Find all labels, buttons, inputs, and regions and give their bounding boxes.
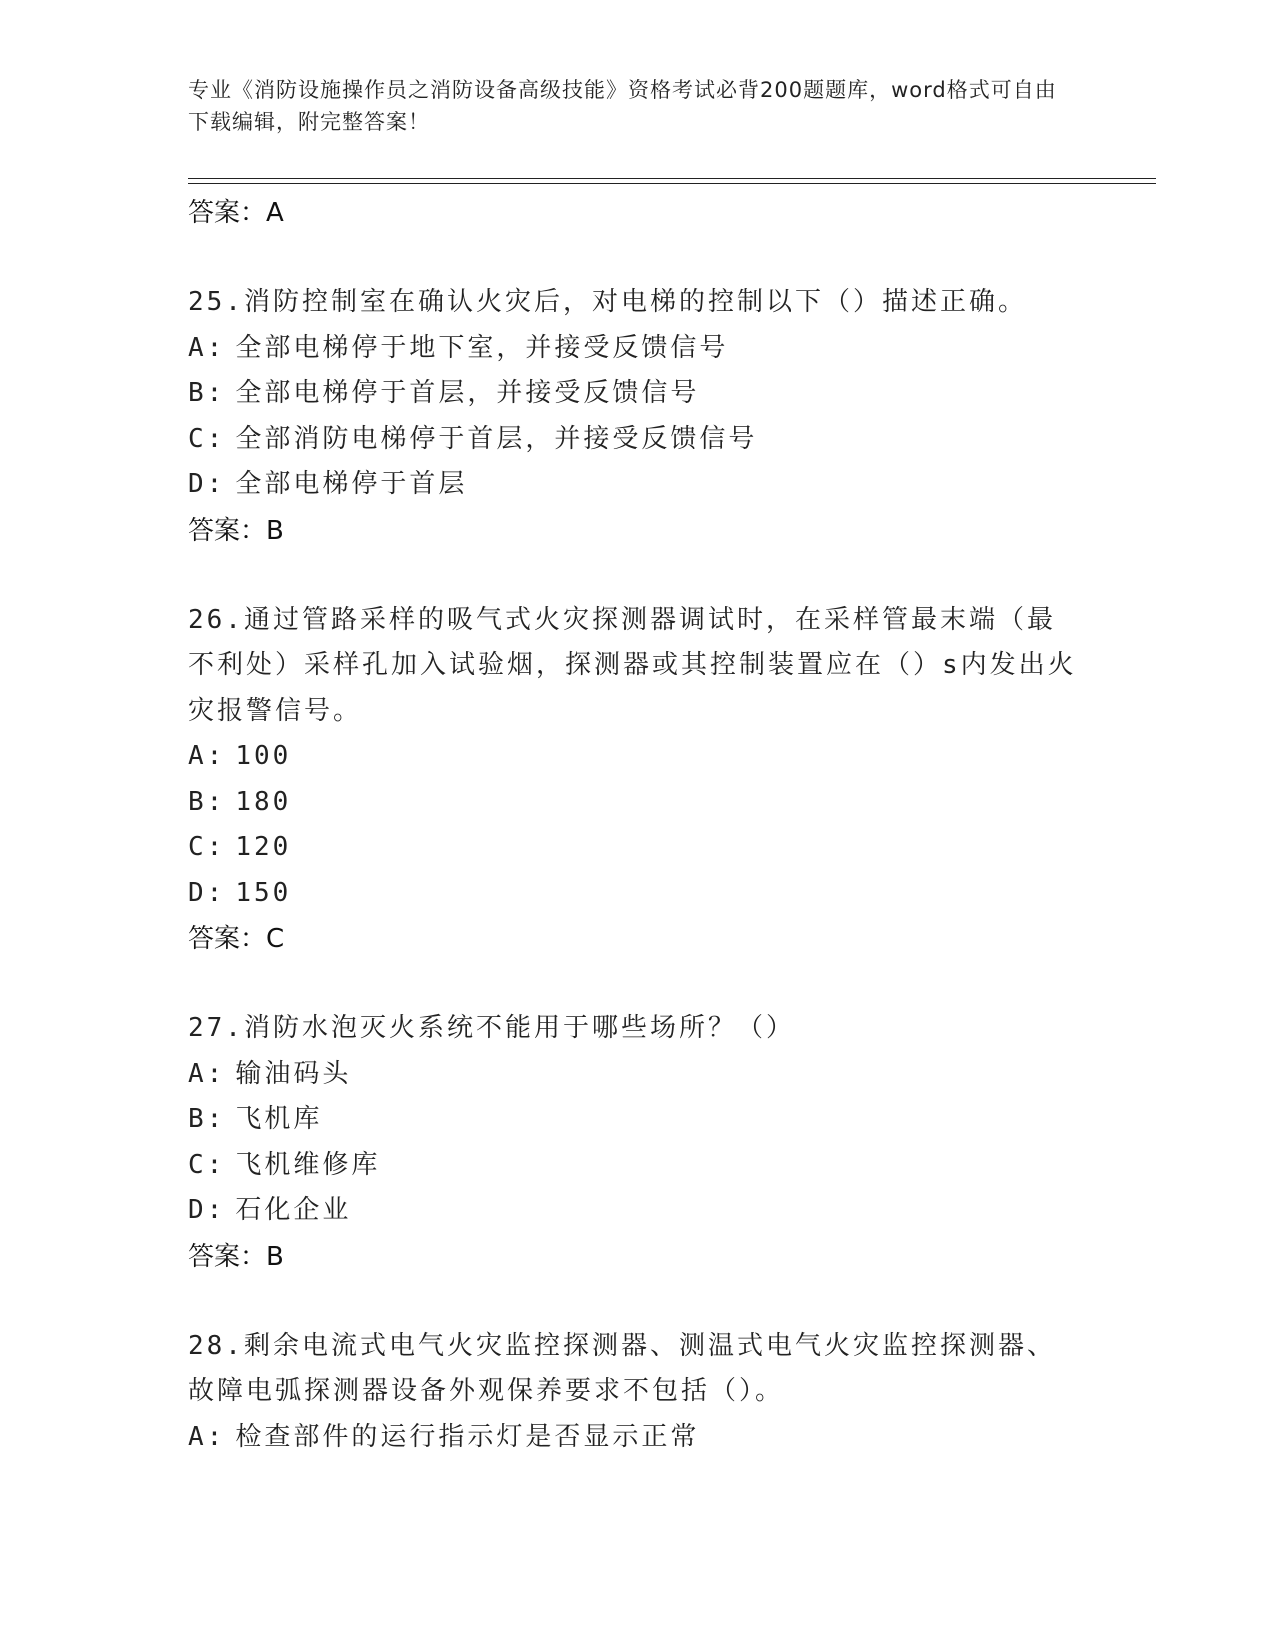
option-label: A: [188,1421,226,1452]
question-text: 26.通过管路采样的吸气式火灾探测器调试时，在采样管最末端（最不利处）采样孔加入试验烟，探测器或其控制装置应在（）s内发出火灾报警信号。 [188,604,1077,726]
previous-answer: 答案：A [188,198,284,228]
answer: 答案：B [188,515,284,546]
option-text: 100 [235,741,292,771]
option-text: 150 [235,877,292,908]
option-b [188,1097,1088,1143]
option-c [188,825,1088,871]
option-text: 石化企业 [235,1195,352,1225]
option-b [188,780,1088,826]
question-27 [188,1006,1088,1280]
option-c [188,417,1088,463]
option-text: 输油码头 [235,1058,352,1089]
option-c [188,1143,1088,1189]
question-list [188,190,1088,1460]
option-a [188,1415,1088,1461]
option-label: B: [188,378,226,408]
header-rule-bottom [188,183,1156,184]
option-b [188,371,1088,417]
option-label: D: [188,1195,226,1225]
option-label: B: [188,786,226,817]
option-text: 全部电梯停于地下室，并接受反馈信号 [235,332,729,363]
option-label: A: [188,332,226,363]
option-label: C: [188,1149,226,1180]
option-text: 检查部件的运行指示灯是否显示正常 [235,1421,700,1452]
question-28 [188,1324,1088,1461]
question-text: 25.消防控制室在确认火灾后，对电梯的控制以下（）描述正确。 [188,287,1027,317]
answer: 答案：B [188,1241,284,1272]
header-text: 专业《消防设施操作员之消防设备高级技能》资格考试必背200题题库，word格式可自由下载编辑，附完整答案！ [188,78,1057,134]
option-a [188,734,1088,780]
option-text: 全部电梯停于首层，并接受反馈信号 [235,378,700,408]
option-label: C: [188,832,226,862]
option-a [188,1052,1088,1098]
question-26 [188,598,1088,963]
header-rule-top [188,178,1156,179]
option-label: C: [188,423,226,454]
option-label: A: [188,1058,226,1089]
option-label: A: [188,741,226,771]
option-text: 180 [235,786,292,817]
option-d [188,462,1088,508]
option-d [188,1188,1088,1234]
answer: 答案：C [188,924,285,954]
option-text: 全部电梯停于首层 [235,469,468,499]
option-label: D: [188,877,226,908]
question-25 [188,280,1088,554]
question-text: 27.消防水泡灭火系统不能用于哪些场所？（） [188,1013,795,1043]
option-text: 飞机库 [235,1104,323,1134]
option-a [188,326,1088,372]
option-d [188,871,1088,917]
option-text: 全部消防电梯停于首层，并接受反馈信号 [235,423,758,454]
option-text: 飞机维修库 [235,1149,381,1180]
document-header [188,74,1068,138]
option-label: B: [188,1104,226,1134]
option-text: 120 [235,832,292,862]
option-label: D: [188,469,226,499]
question-text: 28.剩余电流式电气火灾监控探测器、测温式电气火灾监控探测器、故障电弧探测器设备外观保养要求不包括（）。 [188,1330,1056,1406]
